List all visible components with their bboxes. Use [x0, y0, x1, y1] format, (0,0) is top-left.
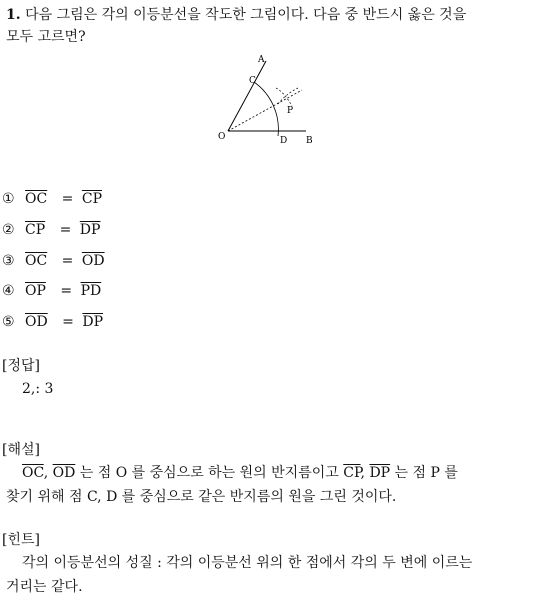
option-2 [2, 220, 100, 240]
question-text-1: 다음 그림은 각의 이등분선을 작도한 그림이다. 다음 중 반드시 옳은 것을 [25, 7, 467, 23]
label-a: A [258, 55, 265, 65]
equals-sign: = [62, 314, 74, 330]
segment: $\overline{OD}$ [25, 314, 48, 330]
option-5 [2, 312, 103, 332]
label-p: P [287, 106, 294, 116]
question-line-1 [6, 4, 466, 26]
comma: , [360, 465, 365, 481]
option-marker: ④ [2, 283, 15, 299]
answer-text: 2,: 3 [22, 381, 54, 397]
equals-sign: = [61, 253, 74, 269]
segment: $\overline{DP}$ [82, 314, 104, 330]
explanation-line-2: 찾기 위해 점 C, D 를 중심으로 같은 반지름의 원을 그린 것이다. [6, 489, 397, 505]
hint-heading: [힌트] [2, 532, 40, 548]
segment: $\overline{CP}$ [25, 222, 46, 238]
hint-line-1: 각의 이등분선의 성질 : 각의 이등분선 위의 한 점에서 각의 두 변에 이르는 [22, 555, 473, 571]
hint-line-2: 거리는 같다. [6, 579, 83, 595]
arc-cd [254, 82, 278, 136]
segment: $\overline{PD}$ [80, 283, 102, 299]
explanation-text-2: 는 점 P 를 [394, 465, 458, 481]
segment: $\overline{OD}$ [52, 465, 76, 481]
segment: $\overline{DP}$ [79, 222, 101, 238]
equals-sign: = [61, 191, 74, 207]
question-number: 1. [6, 7, 21, 23]
option-marker: ③ [2, 253, 15, 269]
option-4 [2, 281, 101, 301]
equals-sign: = [60, 283, 73, 299]
segment: $\overline{OD}$ [81, 253, 105, 269]
option-marker: ① [2, 191, 15, 207]
segment: $\overline{OC}$ [22, 465, 44, 481]
segment: $\overline{CP}$ [81, 191, 102, 207]
option-1 [2, 189, 102, 209]
comma: , [43, 465, 49, 481]
segment: $\overline{CP}$ [343, 465, 361, 481]
answer-heading: [정답] [2, 358, 40, 374]
explanation-text-1: 는 점 O 를 중심으로 하는 원의 반지름이고 [79, 465, 339, 481]
segment: $\overline{OP}$ [25, 283, 46, 299]
equals-sign: = [59, 222, 72, 238]
angle-bisector-figure [214, 50, 324, 146]
label-o: O [218, 132, 226, 142]
explanation-line-1 [22, 462, 458, 484]
segment: $\overline{OC}$ [25, 253, 48, 269]
option-marker: ② [2, 222, 15, 238]
label-b: B [306, 136, 313, 146]
label-c: C [249, 76, 256, 86]
label-d: D [280, 136, 288, 146]
segment: $\overline{DP}$ [369, 465, 391, 481]
segment: $\overline{OC}$ [25, 191, 48, 207]
option-3 [2, 251, 105, 271]
question-line-2: 모두 고르면? [6, 29, 86, 45]
explanation-heading: [해설] [2, 442, 40, 458]
option-marker: ⑤ [2, 314, 15, 330]
